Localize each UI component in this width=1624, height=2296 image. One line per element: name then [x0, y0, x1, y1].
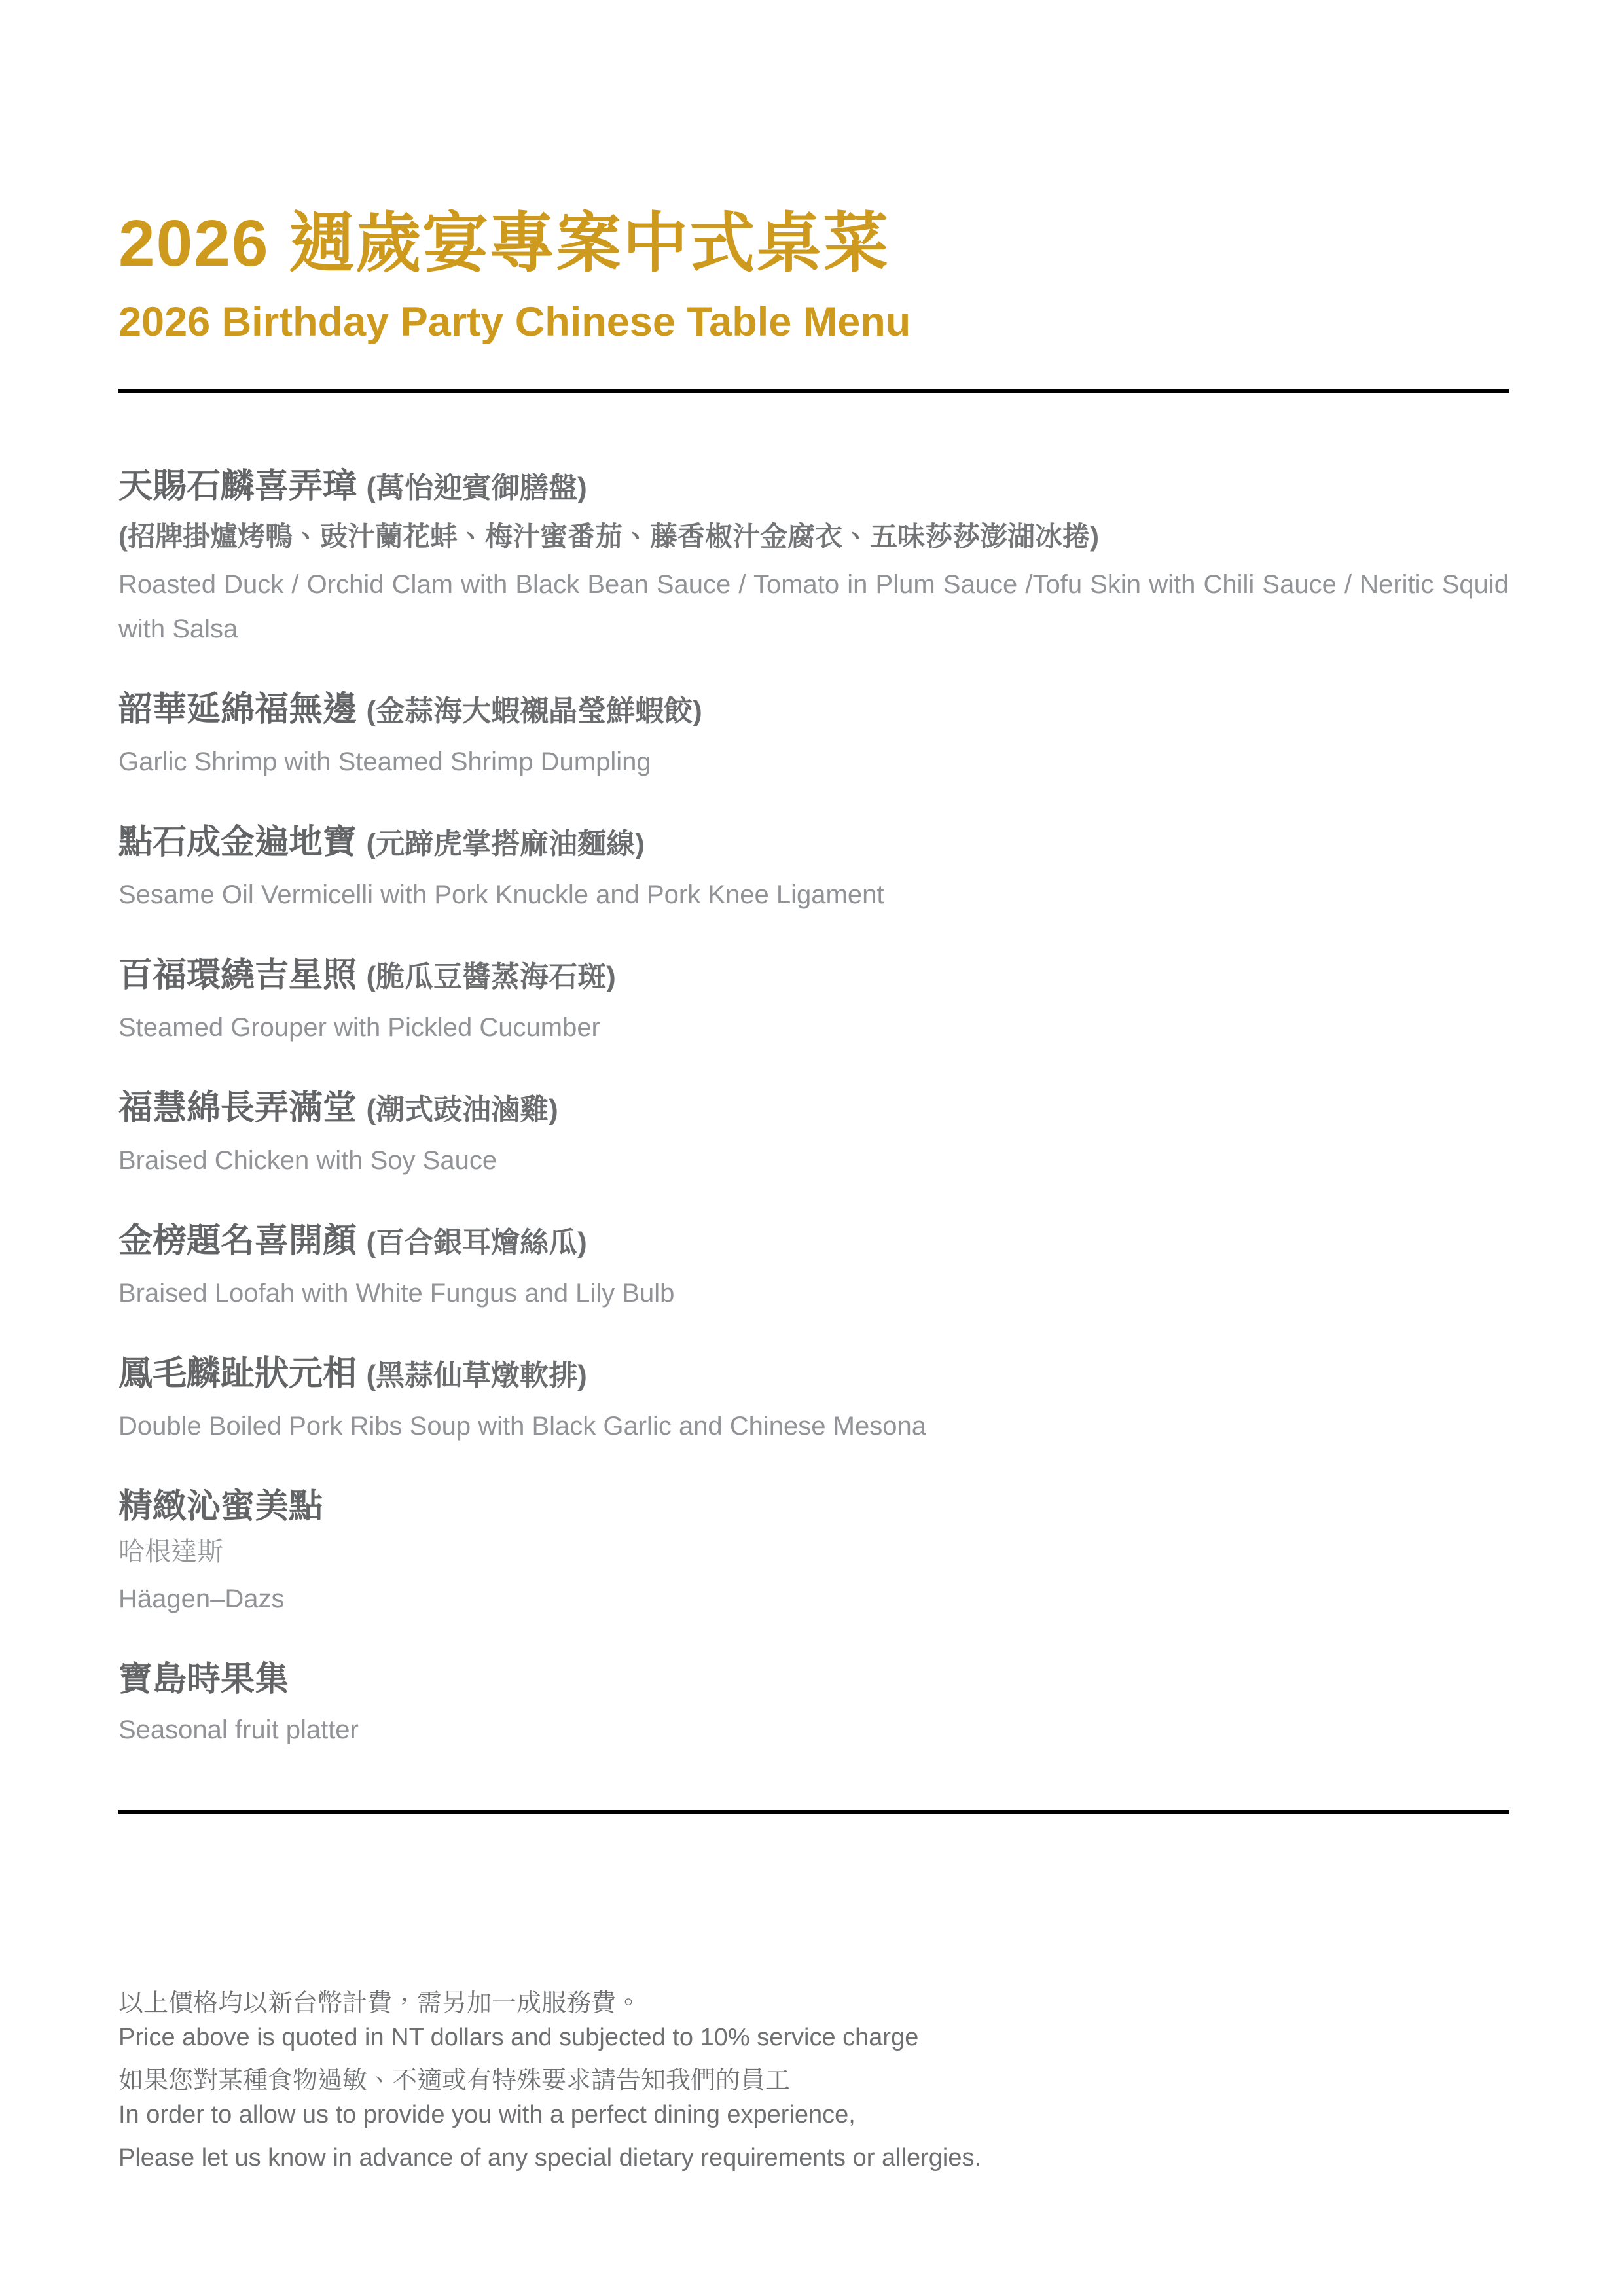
item-title: [118, 1658, 1509, 1701]
item-title: [118, 1352, 1509, 1397]
item-title: [118, 1485, 1509, 1528]
item-title-paren: (脆瓜豆醬蒸海石斑): [366, 961, 616, 993]
top-divider: [118, 389, 1509, 393]
page-title-zh: 2026 週歲宴專案中式桌菜: [118, 207, 890, 280]
menu-item-shrimp: [118, 688, 1509, 784]
item-title: [118, 821, 1509, 866]
item-title: [118, 1086, 1509, 1132]
item-title-zh: 韶華延綿福無邊: [118, 691, 357, 728]
item-title-paren: (潮式豉油滷雞): [366, 1094, 558, 1126]
page-header: [118, 203, 1509, 347]
item-title: [118, 1219, 1509, 1265]
footer-price-note-zh: 以上價格均以新台幣計費，需另加一成服務費。: [118, 1990, 641, 2017]
menu-list: [118, 465, 1509, 1752]
item-title-paren: (元蹄虎掌搭麻油麵線): [366, 828, 645, 860]
menu-item-fruit: [118, 1658, 1509, 1752]
item-desc-en: Seasonal fruit platter: [118, 1715, 359, 1744]
item-title-zh: 鳳毛麟趾狀元相: [118, 1355, 357, 1393]
item-title-paren: (金蒜海大蝦襯晶瑩鮮蝦餃): [366, 695, 702, 727]
item-title-paren: (黑蒜仙草燉軟排): [366, 1359, 587, 1391]
footer-allergy-note-en-2: Please let us know in advance of any special dietary requirements or allergies.: [118, 2144, 982, 2172]
item-title-zh: 寶島時果集: [118, 1660, 289, 1698]
item-title-paren: (百合銀耳燴絲瓜): [366, 1227, 587, 1259]
item-title: [118, 954, 1509, 999]
item-desc-en: Häagen–Dazs: [118, 1585, 285, 1613]
menu-item-vermicelli: [118, 821, 1509, 917]
item-title-zh: 天賜石麟喜弄璋: [118, 467, 357, 505]
item-title-zh: 金榜題名喜開顏: [118, 1222, 357, 1260]
item-desc-en: Braised Loofah with White Fungus and Lily Bulb: [118, 1279, 675, 1308]
item-title-zh: 點石成金遍地寶: [118, 823, 357, 861]
bottom-divider: [118, 1810, 1509, 1814]
footer-allergy-note-en-1: In order to allow us to provide you with a perfect dining experience,: [118, 2101, 856, 2128]
item-title-paren: (萬怡迎賓御膳盤): [366, 472, 587, 504]
item-desc-en: Steamed Grouper with Pickled Cucumber: [118, 1013, 600, 1042]
menu-item-pork-ribs-soup: [118, 1352, 1509, 1448]
item-desc-en: Roasted Duck / Orchid Clam with Black Bean Sauce / Tomato in Plum Sauce /Tofu Skin with Chili Sauce / Neritic Squid with Salsa: [118, 570, 1509, 643]
footer-allergy-note-zh: 如果您對某種食物過敏、不適或有特殊要求請告知我們的員工: [118, 2067, 791, 2094]
item-title: [118, 465, 1509, 510]
item-desc-en: Double Boiled Pork Ribs Soup with Black Garlic and Chinese Mesona: [118, 1412, 926, 1441]
item-desc-zh: 哈根達斯: [118, 1537, 223, 1566]
item-desc-en: Garlic Shrimp with Steamed Shrimp Dumpling: [118, 747, 651, 776]
footer-price-note-en: Price above is quoted in NT dollars and subjected to 10% service charge: [118, 2024, 919, 2051]
item-subtitle-zh: (招牌掛爐烤鴨、豉汁蘭花蚌、梅汁蜜番茄、藤香椒汁金腐衣、五味莎莎澎湖冰捲): [118, 521, 1099, 552]
menu-item-grouper: [118, 954, 1509, 1050]
menu-item-dessert: [118, 1485, 1509, 1621]
item-desc-en: Sesame Oil Vermicelli with Pork Knuckle and Pork Knee Ligament: [118, 880, 884, 909]
footer-notes: [118, 1986, 1509, 2175]
item-title-zh: 精緻沁蜜美點: [118, 1488, 323, 1526]
menu-item-chicken: [118, 1086, 1509, 1183]
item-title: [118, 688, 1509, 733]
page-title-en: 2026 Birthday Party Chinese Table Menu: [118, 299, 911, 345]
item-title-zh: 福慧綿長弄滿堂: [118, 1089, 357, 1127]
item-title-zh: 百福環繞吉星照: [118, 956, 357, 994]
item-desc-en: Braised Chicken with Soy Sauce: [118, 1146, 497, 1175]
menu-item-loofah: [118, 1219, 1509, 1316]
menu-item-appetizer-platter: [118, 465, 1509, 651]
